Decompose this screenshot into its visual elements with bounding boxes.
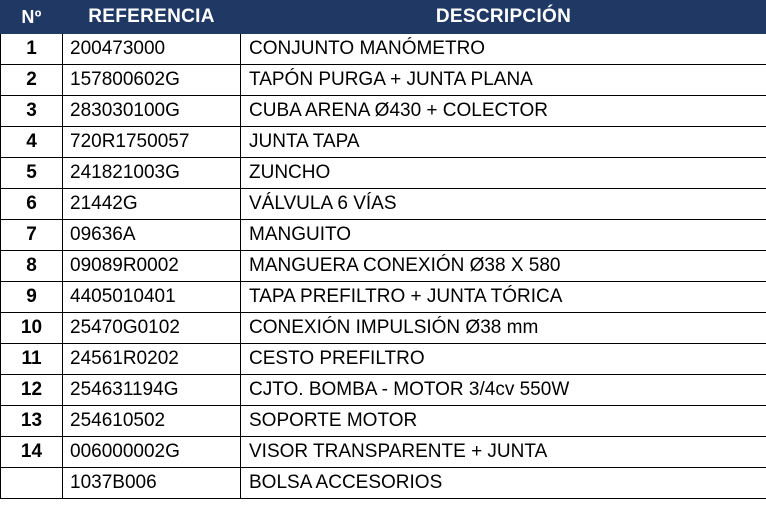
cell-reference: 006000002G <box>63 437 241 468</box>
column-header-number: Nº <box>1 1 63 34</box>
cell-number: 1 <box>1 34 63 65</box>
cell-reference: 25470G0102 <box>63 313 241 344</box>
cell-reference: 09089R0002 <box>63 251 241 282</box>
table-row <box>1 344 766 375</box>
cell-number: 12 <box>1 375 63 406</box>
cell-number: 10 <box>1 313 63 344</box>
cell-number: 13 <box>1 406 63 437</box>
table-header <box>1 1 766 34</box>
table-row <box>1 34 766 65</box>
table-row <box>1 96 766 127</box>
table-row <box>1 406 766 437</box>
cell-reference: 157800602G <box>63 65 241 96</box>
table-row <box>1 468 766 499</box>
cell-description: ZUNCHO <box>241 158 766 189</box>
table-row <box>1 282 766 313</box>
cell-number: 2 <box>1 65 63 96</box>
cell-number <box>1 468 63 499</box>
cell-number: 7 <box>1 220 63 251</box>
cell-reference: 21442G <box>63 189 241 220</box>
cell-description: TAPA PREFILTRO + JUNTA TÓRICA <box>241 282 766 313</box>
cell-reference: 4405010401 <box>63 282 241 313</box>
cell-number: 8 <box>1 251 63 282</box>
cell-description: CJTO. BOMBA - MOTOR 3/4cv 550W <box>241 375 766 406</box>
cell-description: CESTO PREFILTRO <box>241 344 766 375</box>
table-row <box>1 313 766 344</box>
column-header-reference: REFERENCIA <box>63 1 241 34</box>
table-row <box>1 375 766 406</box>
table-row <box>1 251 766 282</box>
cell-description: TAPÓN PURGA + JUNTA PLANA <box>241 65 766 96</box>
table-row <box>1 65 766 96</box>
cell-description: CONEXIÓN IMPULSIÓN Ø38 mm <box>241 313 766 344</box>
table-row <box>1 189 766 220</box>
cell-reference: 283030100G <box>63 96 241 127</box>
cell-reference: 720R1750057 <box>63 127 241 158</box>
cell-number: 11 <box>1 344 63 375</box>
cell-description: CUBA ARENA Ø430 + COLECTOR <box>241 96 766 127</box>
cell-number: 6 <box>1 189 63 220</box>
cell-description: JUNTA TAPA <box>241 127 766 158</box>
cell-description: MANGUITO <box>241 220 766 251</box>
cell-reference: 254610502 <box>63 406 241 437</box>
cell-description: VÁLVULA 6 VÍAS <box>241 189 766 220</box>
table-header-row <box>1 1 766 34</box>
cell-reference: 241821003G <box>63 158 241 189</box>
table-row <box>1 437 766 468</box>
cell-reference: 24561R0202 <box>63 344 241 375</box>
cell-reference: 200473000 <box>63 34 241 65</box>
cell-number: 9 <box>1 282 63 313</box>
cell-description: BOLSA ACCESORIOS <box>241 468 766 499</box>
cell-description: MANGUERA CONEXIÓN Ø38 X 580 <box>241 251 766 282</box>
cell-number: 5 <box>1 158 63 189</box>
table-row <box>1 127 766 158</box>
cell-reference: 1037B006 <box>63 468 241 499</box>
table-row <box>1 158 766 189</box>
cell-reference: 09636A <box>63 220 241 251</box>
cell-number: 3 <box>1 96 63 127</box>
cell-reference: 254631194G <box>63 375 241 406</box>
cell-number: 4 <box>1 127 63 158</box>
cell-description: VISOR TRANSPARENTE + JUNTA <box>241 437 766 468</box>
cell-number: 14 <box>1 437 63 468</box>
table-row <box>1 220 766 251</box>
cell-description: SOPORTE MOTOR <box>241 406 766 437</box>
cell-description: CONJUNTO MANÓMETRO <box>241 34 766 65</box>
table-body <box>1 34 766 499</box>
column-header-description: DESCRIPCIÓN <box>241 1 766 34</box>
